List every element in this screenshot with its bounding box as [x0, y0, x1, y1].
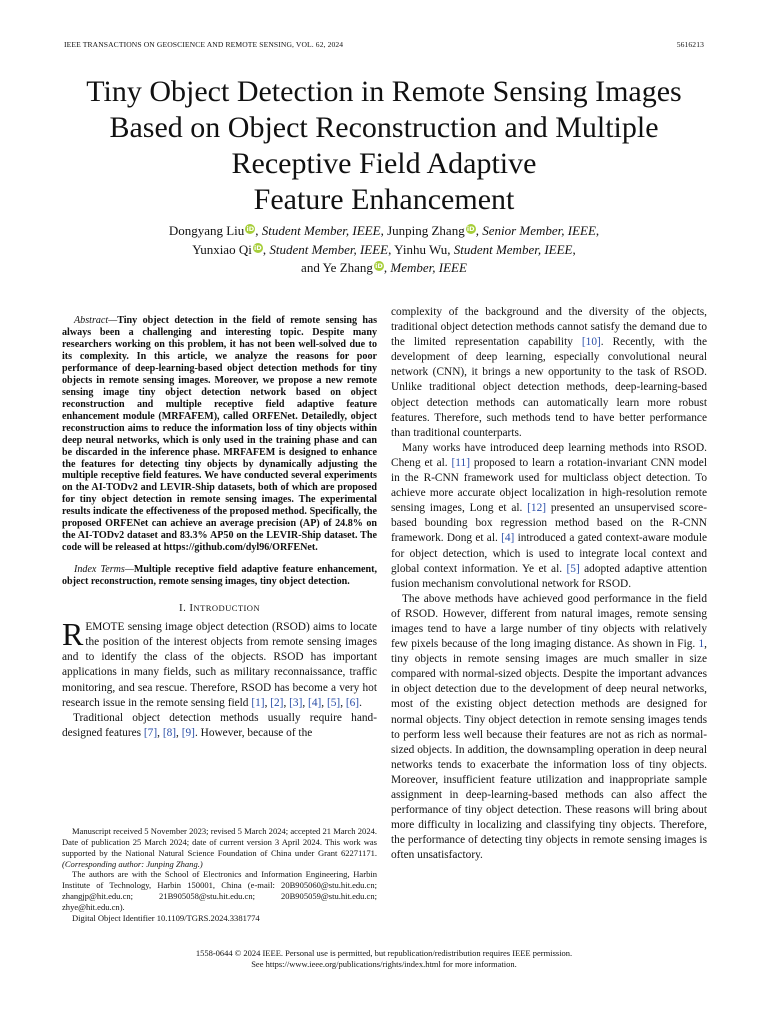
citation-link[interactable]: [7]: [143, 726, 158, 739]
left-column: [62, 305, 377, 741]
index-terms: [62, 564, 377, 588]
intro-text: EMOTE sensing image object detection (RSOD) aims to locate the position of the interest objects from remote sensing images and to identify the class of the objects. RSOD has important applications in many fields, such as military reconnaissance, traffic monitoring, and sea rescue. Therefore, RSOD has become a very hot research issue in the remote sensing field: [62, 621, 377, 709]
abstract: [62, 315, 377, 554]
citation-link[interactable]: [1]: [251, 696, 265, 709]
index-terms-text: Multiple receptive field adaptive feature enhancement, object reconstruction, remote sensing images, tiny object detection.: [62, 564, 377, 588]
author-name: Yunxiao Qi: [192, 241, 252, 257]
citation-link[interactable]: [6]: [345, 696, 360, 709]
orcid-icon[interactable]: iD: [375, 262, 383, 270]
author-role: Member, IEEE: [390, 260, 467, 275]
abstract-text: Tiny object detection in the field of remote sensing has always been a challenging and interesting topic. Despite many researchers working on this problem, it has not been well-solved due to its complexity. In this article, we analyze the reasons for poor performance of deep-learning-based object detection methods for tiny objects in remote sensing images. Moreover, we propose a new remote sensing image tiny object detection network based on object reconstruction and multiple receptive field adaptive feature enhancement module (MRFAFEM), called ORFENet. Detailedly, object reconstruction aims to reduce the information loss of tiny objects within deep neural networks, which is only used in the training phase and can be discarded in the inference phase. MRFAFEM is designed to enhance the features for detecting tiny objects by dynamically adjusting the multiple receptive field features. We have conducted several experiments on the AI-TODv2 and LEVIR-Ship datasets, both of which are proposed for tiny object detection in remote sensing images. The experimental results indicate the effectiveness of the proposed method. Specifically, the proposed ORFENet can achieve an average precision (AP) of 24.8% on the AI-TODv2 dataset and 83.3% AP50 on the LEVIR-Ship dataset. The code will be released at https://github.com/dyl96/ORFENet.: [62, 315, 377, 554]
body-paragraph: [391, 592, 707, 864]
title-line: Feature Enhancement: [253, 183, 515, 216]
abstract-label: Abstract—: [74, 315, 118, 327]
footnote-manuscript: [62, 826, 377, 869]
body-text: adopted adaptive attention fusion mechanism convolutional network for RSOD.: [391, 562, 707, 590]
body-text: , tiny objects in remote sensing images are much smaller in size compared with normal-sized objects. Despite the important advances in object detection due to the development of deep neural networks, most of the existing object detection methods are designed for normal objects. Tiny object detection in remote sensing images tends to perform less well because their features are not as rich as normal-sized objects. In addition, the downsampling operation in deep neural networks tends to exacerbate the information loss of tiny objects. Moreover, insufficient feature utilization and inappropriate sample assignment in deep-learning-based methods can also affect the performance of tiny object detection. These reasons will bring about more difficulty in localizing and classifying tiny objects. Therefore, the performance of detecting tiny objects in remote sensing images is often unsatisfactory.: [391, 638, 707, 862]
body-paragraph: [391, 441, 707, 592]
orcid-icon[interactable]: iD: [254, 243, 262, 252]
right-column: [391, 305, 707, 863]
intro-text: . However, because of the: [194, 726, 313, 739]
citation-link[interactable]: [8]: [162, 726, 177, 739]
body-text: proposed to learn a rotation-invariant CNN model in the R-CNN framework used for multiclass object detection. To achieve more accurate object localization in high-resolution remote sensing images, Long et al.: [391, 456, 707, 515]
body-paragraph: [391, 305, 707, 441]
section-title-rest: NTRODUCTION: [193, 603, 260, 614]
body-text: . Recently, with the development of deep learning, especially convolutional neural network (CNN), it brings a new opportunity to the task of RSOD. Unlike traditional object detection methods, deep-learning-based object detection methods can automatically learn more robust features. Therefore, such methods tend to have better performance than traditional counterparts.: [391, 336, 707, 439]
author-name: and Ye Zhang: [301, 260, 373, 275]
section-number: I.: [179, 602, 190, 615]
citation-link[interactable]: [11]: [451, 456, 470, 469]
rights-line: See https://www.ieee.org/publications/rights/index.html for more information.: [251, 959, 517, 969]
citation-link[interactable]: [3]: [289, 696, 303, 709]
body-text: complexity of the background and the diversity of the objects, traditional object detection methods cannot satisfy the demand due to the limited representation capability: [391, 306, 707, 349]
figure-link[interactable]: 1: [698, 638, 705, 651]
body-text: The above methods have achieved good performance in the field of RSOD. However, different from natural images, remote sensing images tend to have a large number of tiny objects with relatively few pixels because of the long imaging distance. As shown in Fig.: [391, 592, 707, 651]
author-name: Yinhu Wu: [394, 241, 448, 257]
orcid-icon[interactable]: iD: [246, 225, 255, 233]
citation-link[interactable]: [4]: [501, 532, 515, 545]
title-line: Based on Object Reconstruction and Multiple: [109, 111, 659, 144]
intro-paragraph: Traditional object detection methods usually require hand-designed features [7], [8], [9]. However, because of the: [62, 711, 377, 739]
orcid-icon[interactable]: iD: [466, 225, 475, 233]
footnotes: [62, 826, 377, 924]
citation-link[interactable]: [10]: [581, 336, 601, 349]
intro-text: Traditional object detection methods usually require hand-designed features: [62, 711, 377, 739]
drop-cap: R: [62, 616, 84, 653]
footnote-text: Manuscript received 5 November 2023; revised 5 March 2024; accepted 21 March 2024. Date of publication 25 March 2024; date of current version 3 April 2024. This work was supported by the National Natural Science Foundation of China under Grant 62271171.: [62, 826, 377, 858]
author-role: Student Member, IEEE: [453, 241, 573, 257]
citation-link[interactable]: [5]: [326, 696, 341, 709]
index-terms-label: Index Terms—: [74, 564, 134, 576]
running-head: [64, 40, 704, 49]
section-title-initial: I: [189, 602, 194, 615]
citation-link[interactable]: [2]: [270, 696, 284, 709]
intro-paragraph: REMOTE sensing image object detection (RSOD) aims to locate the position of the interest objects from remote sensing images and to identify the class of the objects. RSOD has important applications in many fields, such as military reconnaissance, traffic monitoring, and sea rescue. Therefore, RSOD has become a very hot research issue in the remote sensing field [1], [2], [3], [4], [5], [6].: [62, 616, 377, 709]
author-role: Student Member, IEEE: [261, 223, 381, 238]
section-heading: [62, 602, 377, 614]
author-name: Junping Zhang: [387, 223, 465, 238]
citation-link[interactable]: [9]: [181, 726, 195, 739]
corresponding-author: (Corresponding author: Junping Zhang.): [62, 858, 203, 869]
copyright-notice: [64, 948, 704, 970]
paper-title: [40, 74, 728, 218]
article-number: 5616213: [676, 40, 704, 49]
title-line: Tiny Object Detection in Remote Sensing Images: [86, 75, 682, 108]
body-text: Many works have introduced deep learning methods into RSOD. Cheng et al.: [391, 441, 707, 469]
author-name: Dongyang Liu: [168, 223, 245, 238]
citation-link[interactable]: [4]: [308, 696, 322, 709]
body-text: introduced a gated context-aware module for object detection, which is used to integrate local context and global context information. Ye et al.: [391, 532, 708, 575]
title-line: Receptive Field Adaptive: [231, 147, 537, 180]
copyright-line: 1558-0644 © 2024 IEEE. Personal use is permitted, but republication/redistribution requires IEEE permission.: [195, 948, 573, 958]
citation-link[interactable]: [12]: [527, 502, 547, 515]
body-text: presented an unsupervised score-based bounding box regression method based on the R-CNN framework. Dong et al.: [391, 502, 707, 545]
footnote-affiliation: The authors are with the School of Electronics and Information Engineering, Harbin Institute of Technology, Harbin 150001, China (e-mail: 20B905060@stu.hit.edu.cn; zhangjp@hit.edu.cn; 21B905058@stu.hit.edu.cn; 20B905059@stu.hit.edu.cn; zhye@hit.edu.cn).: [62, 869, 377, 912]
journal-name: IEEE TRANSACTIONS ON GEOSCIENCE AND REMOTE SENSING, VOL. 62, 2024: [64, 40, 344, 49]
footnote-doi: Digital Object Identifier 10.1109/TGRS.2024.3381774: [72, 912, 260, 923]
author-role: Senior Member, IEEE: [482, 223, 596, 238]
author-role: Student Member, IEEE: [269, 241, 389, 257]
author-list: Dongyang Liu iD, Student Member, IEEE, Junping Zhang iD, Senior Member, IEEE, Yunxiao Qi iD, Student Member, IEEE, Yinhu Wu, Student Member, IEEE, and Ye Zhang iD, Member, IEEE: [168, 223, 600, 275]
citation-link[interactable]: [5]: [566, 562, 580, 575]
